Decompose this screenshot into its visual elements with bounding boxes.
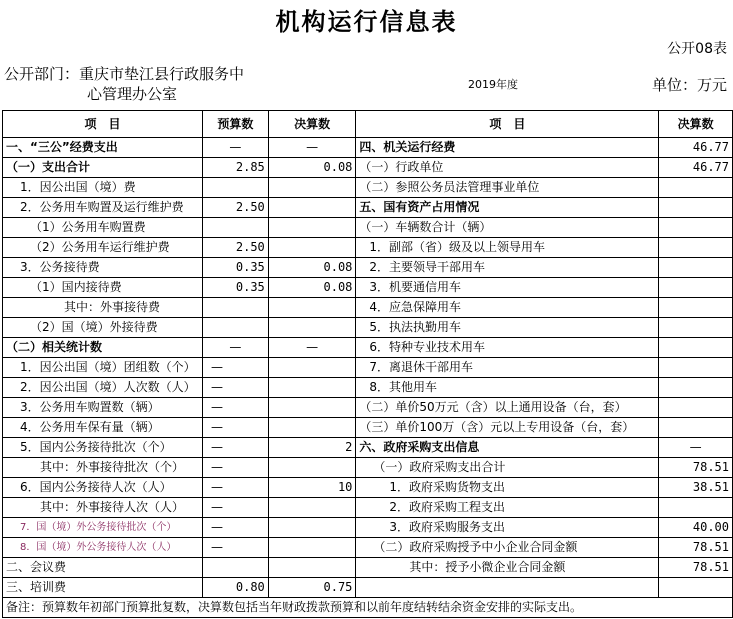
row-budget-value: — [202, 418, 268, 438]
row-right-final-value [659, 318, 733, 338]
row-final-value [268, 538, 356, 558]
row-right-item-label: （一）行政单位 [356, 158, 659, 178]
row-right-final-value: 38.51 [659, 478, 733, 498]
row-budget-value: 2.85 [202, 158, 268, 178]
table-row [3, 518, 733, 538]
row-budget-value: — [202, 338, 268, 358]
table-row [3, 258, 733, 278]
row-right-item-label: 5．执法执勤用车 [356, 318, 659, 338]
table-row [3, 318, 733, 338]
row-item-label: 2．因公出国（境）人次数（人） [3, 378, 203, 398]
row-item-label: （1）国内接待费 [3, 278, 203, 298]
row-right-item-label: 6．特种专业技术用车 [356, 338, 659, 358]
form-code: 公开08表 [667, 41, 727, 57]
row-right-final-value [659, 218, 733, 238]
row-final-value [268, 198, 356, 218]
row-item-label: 二、会议费 [3, 558, 203, 578]
table-row [3, 578, 733, 598]
row-final-value: 0.08 [268, 278, 356, 298]
row-right-item-label: （二）政府采购授予中小企业合同金额 [356, 538, 659, 558]
row-budget-value: — [202, 518, 268, 538]
row-right-final-value [659, 338, 733, 358]
row-right-final-value: 46.77 [659, 158, 733, 178]
row-item-label: （1）公务用车购置费 [3, 218, 203, 238]
row-final-value [268, 558, 356, 578]
row-final-value: — [268, 338, 356, 358]
row-item-label: 其中：外事接待人次（人） [3, 498, 203, 518]
table-row [3, 218, 733, 238]
row-budget-value: 2.50 [202, 238, 268, 258]
row-final-value: — [268, 138, 356, 158]
row-budget-value: 0.80 [202, 578, 268, 598]
row-budget-value: — [202, 478, 268, 498]
header-final-right: 决算数 [659, 111, 733, 138]
report-year: 2019年度 [468, 78, 518, 91]
note-text: 备注：预算数年初部门预算批复数，决算数包括当年财政拨款预算和以前年度结转结余资金安排的实际支出。 [3, 598, 733, 618]
row-item-label: 三、培训费 [3, 578, 203, 598]
row-item-label: （2）国（境）外接待费 [3, 318, 203, 338]
row-budget-value: — [202, 498, 268, 518]
row-budget-value: 0.35 [202, 278, 268, 298]
row-right-item-label: 3．政府采购服务支出 [356, 518, 659, 538]
row-final-value [268, 418, 356, 438]
row-final-value [268, 318, 356, 338]
row-right-item-label: 1．副部（省）级及以上领导用车 [356, 238, 659, 258]
row-right-final-value [659, 198, 733, 218]
row-budget-value: — [202, 378, 268, 398]
row-right-item-label: 2．主要领导干部用车 [356, 258, 659, 278]
unit-label: 单位：万元 [651, 76, 727, 94]
table-row [3, 178, 733, 198]
row-right-final-value [659, 238, 733, 258]
department-line2: 心管理办公室 [87, 85, 178, 103]
page-title: 机构运行信息表 [275, 8, 458, 36]
row-right-item-label: 3．机要通信用车 [356, 278, 659, 298]
row-right-final-value [659, 258, 733, 278]
row-final-value: 2 [268, 438, 356, 458]
header-item: 项 目 [3, 111, 203, 138]
row-right-final-value [659, 178, 733, 198]
row-final-value [268, 518, 356, 538]
row-budget-value: 0.35 [202, 258, 268, 278]
row-budget-value: — [202, 438, 268, 458]
row-right-final-value [659, 298, 733, 318]
row-right-final-value: — [659, 438, 733, 458]
row-final-value [268, 458, 356, 478]
row-right-item-label: （一）车辆数合计（辆） [356, 218, 659, 238]
row-right-final-value [659, 578, 733, 598]
table-row [3, 158, 733, 178]
row-right-item-label: （二）参照公务员法管理事业单位 [356, 178, 659, 198]
row-item-label: 一、“三公”经费支出 [3, 138, 203, 158]
row-right-item-label: 7．离退休干部用车 [356, 358, 659, 378]
header-item-right: 项 目 [356, 111, 659, 138]
row-right-final-value [659, 358, 733, 378]
row-final-value [268, 358, 356, 378]
row-final-value [268, 218, 356, 238]
row-budget-value: — [202, 538, 268, 558]
table-row [3, 478, 733, 498]
row-right-item-label: （一）政府采购支出合计 [356, 458, 659, 478]
row-item-label: （二）相关统计数 [3, 338, 203, 358]
note-row [3, 598, 733, 618]
row-right-final-value: 46.77 [659, 138, 733, 158]
row-item-label: 1．因公出国（境）费 [3, 178, 203, 198]
row-right-item-label: （三）单价100万（含）元以上专用设备（台，套） [356, 418, 659, 438]
row-right-item-label: 五、国有资产占用情况 [356, 198, 659, 218]
row-item-label: 6．国内公务接待人次（人） [3, 478, 203, 498]
table-row [3, 138, 733, 158]
row-final-value [268, 238, 356, 258]
row-final-value [268, 378, 356, 398]
row-budget-value [202, 298, 268, 318]
row-right-final-value [659, 278, 733, 298]
row-budget-value: — [202, 458, 268, 478]
table-row [3, 238, 733, 258]
row-final-value [268, 498, 356, 518]
table-row [3, 558, 733, 578]
table-row [3, 438, 733, 458]
table-row [3, 378, 733, 398]
header-final: 决算数 [268, 111, 356, 138]
info-table [2, 110, 733, 618]
row-right-item-label [356, 578, 659, 598]
table-row [3, 278, 733, 298]
table-row [3, 198, 733, 218]
row-right-item-label: 1．政府采购货物支出 [356, 478, 659, 498]
row-budget-value: — [202, 358, 268, 378]
row-right-final-value [659, 498, 733, 518]
row-final-value: 10 [268, 478, 356, 498]
row-right-item-label: 2．政府采购工程支出 [356, 498, 659, 518]
table-row [3, 498, 733, 518]
row-right-item-label: 其中：授予小微企业合同金额 [356, 558, 659, 578]
row-item-label: 8．国（境）外公务接待人次（人） [3, 538, 203, 558]
row-right-item-label: 8．其他用车 [356, 378, 659, 398]
department-line1: 公开部门：重庆市垫江县行政服务中 [4, 65, 245, 83]
row-item-label: 3．公务接待费 [3, 258, 203, 278]
row-right-final-value: 78.51 [659, 558, 733, 578]
row-right-final-value: 78.51 [659, 458, 733, 478]
table-row [3, 298, 733, 318]
header-budget: 预算数 [202, 111, 268, 138]
row-right-item-label: （二）单价50万元（含）以上通用设备（台，套） [356, 398, 659, 418]
header-row [3, 111, 733, 138]
row-right-item-label: 四、机关运行经费 [356, 138, 659, 158]
table-row [3, 538, 733, 558]
row-item-label: （2）公务用车运行维护费 [3, 238, 203, 258]
row-budget-value: 2.50 [202, 198, 268, 218]
table-row [3, 418, 733, 438]
row-final-value [268, 178, 356, 198]
row-right-final-value [659, 398, 733, 418]
row-budget-value: — [202, 138, 268, 158]
row-item-label: 1．因公出国（境）团组数（个） [3, 358, 203, 378]
row-right-final-value: 78.51 [659, 538, 733, 558]
row-final-value: 0.75 [268, 578, 356, 598]
row-budget-value: — [202, 398, 268, 418]
row-item-label: 7．国（境）外公务接待批次（个） [3, 518, 203, 538]
row-item-label: 3．公务用车购置数（辆） [3, 398, 203, 418]
table-row [3, 338, 733, 358]
row-right-item-label: 六、政府采购支出信息 [356, 438, 659, 458]
row-budget-value [202, 558, 268, 578]
department-label [4, 64, 244, 104]
table-row [3, 358, 733, 378]
row-right-final-value [659, 378, 733, 398]
table-row [3, 458, 733, 478]
row-item-label: 其中：外事接待批次（个） [3, 458, 203, 478]
row-right-final-value [659, 418, 733, 438]
row-item-label: 2．公务用车购置及运行维护费 [3, 198, 203, 218]
row-final-value [268, 398, 356, 418]
table-row [3, 398, 733, 418]
row-item-label: 4．公务用车保有量（辆） [3, 418, 203, 438]
row-budget-value [202, 318, 268, 338]
row-final-value [268, 298, 356, 318]
row-item-label: 其中：外事接待费 [3, 298, 203, 318]
row-budget-value [202, 218, 268, 238]
row-final-value: 0.08 [268, 258, 356, 278]
row-item-label: 5．国内公务接待批次（个） [3, 438, 203, 458]
row-right-item-label: 4．应急保障用车 [356, 298, 659, 318]
row-item-label: （一）支出合计 [3, 158, 203, 178]
row-budget-value [202, 178, 268, 198]
row-final-value: 0.08 [268, 158, 356, 178]
row-right-final-value: 40.00 [659, 518, 733, 538]
